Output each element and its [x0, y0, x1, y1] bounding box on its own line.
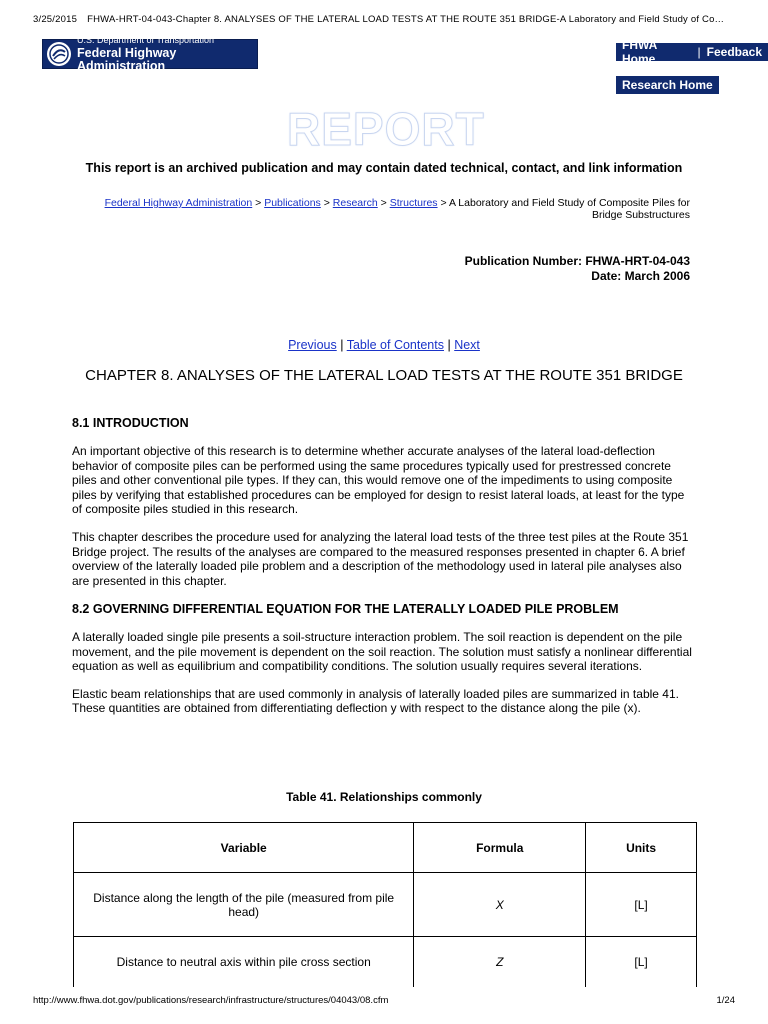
top-navigation [616, 38, 768, 66]
previous-link[interactable]: Previous [288, 338, 337, 352]
paragraph: This chapter describes the procedure used for analyzing the lateral load tests of the three test piles at the Route 351 Bridge project. The results of the analyses are compared to the measured responses presented in chapter 6. A brief overview of the laterally loaded pile problem and a description of the methodology used in lateral pile analyses also are presented in this chapter. [72, 529, 689, 588]
fhwa-logo[interactable] [42, 35, 258, 73]
fhwa-home-link[interactable]: FHWA Home [622, 38, 657, 66]
research-home-link[interactable]: Research Home [616, 76, 719, 94]
formula-cell: Z [414, 937, 586, 988]
publication-date: Date: March 2006 [591, 269, 690, 283]
section-heading: 8.2 GOVERNING DIFFERENTIAL EQUATION FOR THE LATERALLY LOADED PILE PROBLEM [72, 602, 619, 616]
breadcrumb-current: A Laboratory and Field Study of Composite Piles for Bridge Substructures [448, 197, 690, 221]
print-title: FHWA-HRT-04-043-Chapter 8. ANALYSES OF THE LATERAL LOAD TESTS AT THE ROUTE 351 BRIDGE-A Laboratory and Field Study of Co… [87, 14, 725, 25]
column-header-variable: Variable [74, 823, 414, 873]
section-8-1 [72, 415, 696, 588]
column-header-formula: Formula [414, 823, 586, 873]
nav-separator: | [697, 45, 701, 59]
next-link[interactable]: Next [454, 338, 480, 352]
logo-department: U.S. Department of Transportation [77, 35, 215, 45]
breadcrumb-structures[interactable]: Structures [389, 197, 438, 209]
units-cell: [L] [586, 873, 697, 937]
print-date: 3/25/2015 [33, 14, 78, 25]
breadcrumb-sep: > [377, 197, 390, 209]
formula-cell: X [414, 873, 586, 937]
publication-info [300, 254, 690, 284]
paragraph: Elastic beam relationships that are used commonly in analysis of laterally loaded piles are summarized in table 41. These quantities are obtained from differentiating deflection y with respect to the distance along the pile (x). [72, 686, 679, 716]
section-8-2 [72, 601, 696, 716]
breadcrumb-sep: > [320, 197, 333, 209]
publication-number: Publication Number: FHWA-HRT-04-043 [464, 254, 690, 268]
archive-notice: This report is an archived publication and may contain dated technical, contact, and link information [85, 161, 683, 175]
breadcrumb-publications[interactable]: Publications [264, 197, 321, 209]
table-row [74, 873, 697, 937]
print-url: http://www.fhwa.dot.gov/publications/research/infrastructure/structures/04043/08.cfm [33, 995, 389, 1006]
variable-cell: Distance along the length of the pile (measured from pile head) [74, 873, 414, 937]
dot-emblem-icon [47, 42, 71, 66]
section-heading: 8.1 INTRODUCTION [72, 416, 189, 430]
breadcrumb [78, 197, 690, 221]
report-watermark: REPORT [287, 103, 485, 155]
column-header-units: Units [586, 823, 697, 873]
breadcrumb-research[interactable]: Research [332, 197, 378, 209]
page-navigation [0, 338, 768, 352]
table-caption: Table 41. Relationships commonly [286, 790, 482, 804]
logo-agency: Federal Highway Administration [77, 46, 177, 73]
breadcrumb-fhwa[interactable]: Federal Highway Administration [104, 197, 253, 209]
table-of-contents-link[interactable]: Table of Contents [346, 338, 444, 352]
breadcrumb-sep: > [437, 197, 449, 209]
pagenav-sep: | [336, 338, 347, 352]
paragraph: An important objective of this research is to determine whether accurate analyses of the lateral load-deflection behavior of composite piles can be performed using the same procedures typically used for prestressed concrete piles and other conventional pile types. If they can, this would remove one of the impediments to using composite piles by verifying that established procedures can be employed for design to resist lateral loads, at least for the type of composite piles studied in this research. [72, 444, 685, 517]
relationships-table [73, 822, 697, 987]
variable-cell: Distance to neutral axis within pile cross section [74, 937, 414, 988]
pdf-print-footer [33, 995, 735, 1006]
breadcrumb-sep: > [252, 197, 265, 209]
print-page-number: 1/24 [716, 995, 735, 1006]
pdf-print-header [33, 14, 753, 25]
units-cell: [L] [586, 937, 697, 988]
chapter-title: CHAPTER 8. ANALYSES OF THE LATERAL LOAD TESTS AT THE ROUTE 351 BRIDGE [85, 367, 683, 384]
feedback-link[interactable]: Feedback [706, 45, 762, 59]
paragraph: A laterally loaded single pile presents a soil-structure interaction problem. The soil reaction is dependent on the pile movement, and the pile movement is dependent on the soil reaction. The solution must satisfy a nonlinear differential equation as well as equilibrium and compatibility conditions. The solution usually requires several iterations. [72, 630, 692, 674]
pagenav-sep: | [444, 338, 455, 352]
table-header-row [74, 823, 697, 873]
table-row [74, 937, 697, 988]
